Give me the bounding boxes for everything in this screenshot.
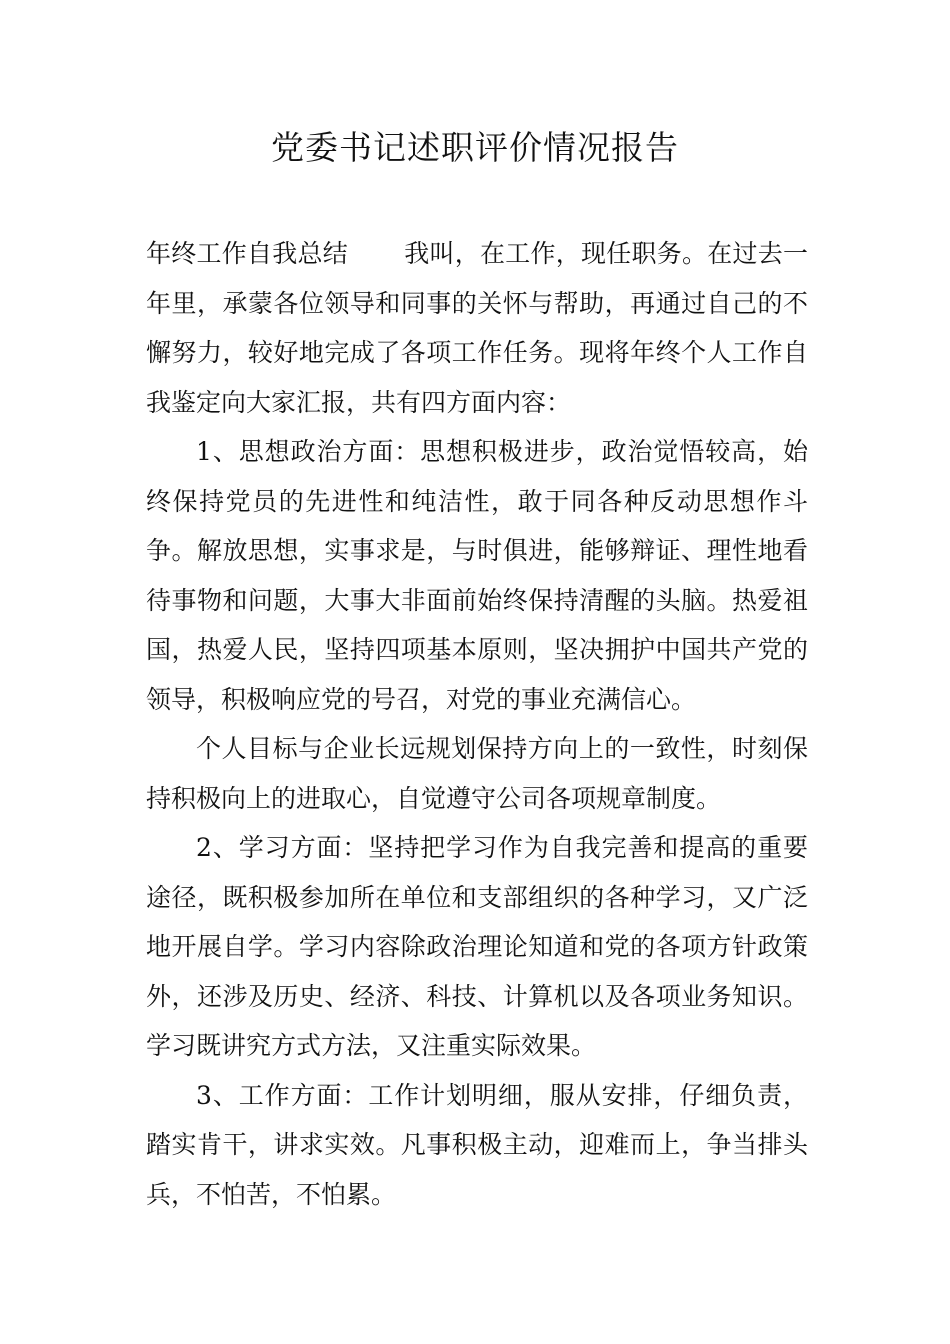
document-title: 党委书记述职评价情况报告: [271, 128, 679, 167]
paragraph-personal-goals: 个人目标与企业长远规划保持方向上的一致性，时刻保持积极向上的进取心，自觉遵守公司各项规章制度。: [146, 734, 808, 813]
intro-text: 我叫，在工作，现任职务。在过去一年里，承蒙各位领导和同事的关怀与帮助，再通过自己的不懈努力，较好地完成了各项工作任务。现将年终个人工作自我鉴定向大家汇报，共有四方面内容：: [146, 239, 808, 417]
paragraph-study: 2、学习方面：坚持把学习作为自我完善和提高的重要途径，既积极参加所在单位和支部组织的各种学习，又广泛地开展自学。学习内容除政治理论知道和党的各项方针政策外，还涉及历史、经济、科技、计算机以及各项业务知识。学习既讲究方式方法，又注重实际效果。: [146, 833, 808, 1060]
intro-label: 年终工作自我总结: [146, 239, 348, 268]
intro-paragraph: [146, 229, 808, 427]
document-body: [146, 229, 808, 1219]
paragraph-work: 3、工作方面：工作计划明细，服从安排，仔细负责，踏实肯干，讲求实效。凡事积极主动，迎难而上，争当排头兵，不怕苦，不怕累。: [146, 1080, 808, 1209]
paragraph-politics: 1、思想政治方面：思想积极进步，政治觉悟较高，始终保持党员的先进性和纯洁性，敢于同各种反动思想作斗争。解放思想，实事求是，与时俱进，能够辩证、理性地看待事物和问题，大事大非面前始终保持清醒的头脑。热爱祖国，热爱人民，坚持四项基本原则，坚决拥护中国共产党的领导，积极响应党的号召，对党的事业充满信心。: [146, 437, 808, 714]
